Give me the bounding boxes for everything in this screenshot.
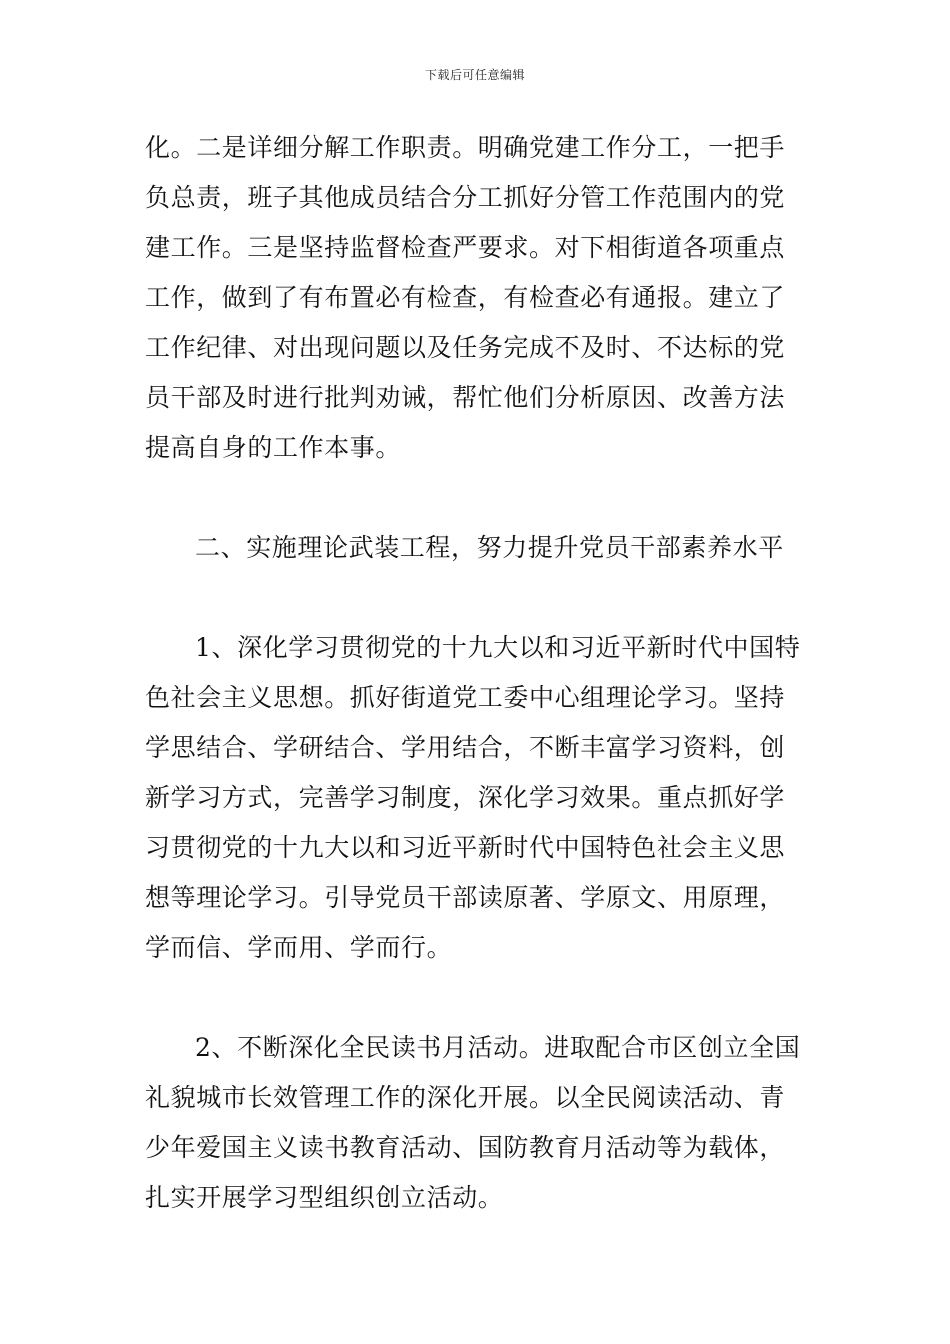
paragraph-line: 少年爱国主义读书教育活动、国防教育月活动等为载体， [145,1133,786,1162]
paragraph-line: 负总责，班子其他成员结合分工抓好分管工作范围内的党 [145,183,786,212]
paragraph-line: 学思结合、学研结合、学用结合，不断丰富学习资料，创 [145,733,786,762]
paragraph-line: 礼貌城市长效管理工作的深化开展。以全民阅读活动、青 [145,1083,786,1112]
paragraph-line: 工作纪律、对出现问题以及任务完成不及时、不达标的党 [145,333,786,362]
paragraph-line: 建工作。三是坚持监督检查严要求。对下相街道各项重点 [145,233,786,262]
paragraph-line: 想等理论学习。引导党员干部读原著、学原文、用原理， [145,883,786,912]
paragraph-line: 工作，做到了有布置必有检查，有检查必有通报。建立了 [145,283,786,312]
paragraph-line: 新学习方式，完善学习制度，深化学习效果。重点抓好学 [145,783,786,812]
paragraph-line: 化。二是详细分解工作职责。明确党建工作分工，一把手 [145,133,786,162]
section-heading: 二、实施理论武装工程，努力提升党员干部素养水平 [195,533,784,562]
paragraph-line: 学而信、学而用、学而行。 [145,933,453,962]
paragraph-line: 扎实开展学习型组织创立活动。 [145,1183,504,1212]
paragraph-line: 1、深化学习贯彻党的十九大以和习近平新时代中国特 [195,633,801,662]
paragraph-line: 提高自身的工作本事。 [145,433,402,462]
paragraph-line: 员干部及时进行批判劝诫，帮忙他们分析原因、改善方法 [145,383,786,412]
paragraph-line: 色社会主义思想。抓好街道党工委中心组理论学习。坚持 [145,683,786,712]
page-header: 下载后可任意编辑 [424,68,525,82]
paragraph-line: 习贯彻党的十九大以和习近平新时代中国特色社会主义思 [145,833,786,862]
paragraph-line: 2、不断深化全民读书月活动。进取配合市区创立全国 [195,1033,801,1062]
